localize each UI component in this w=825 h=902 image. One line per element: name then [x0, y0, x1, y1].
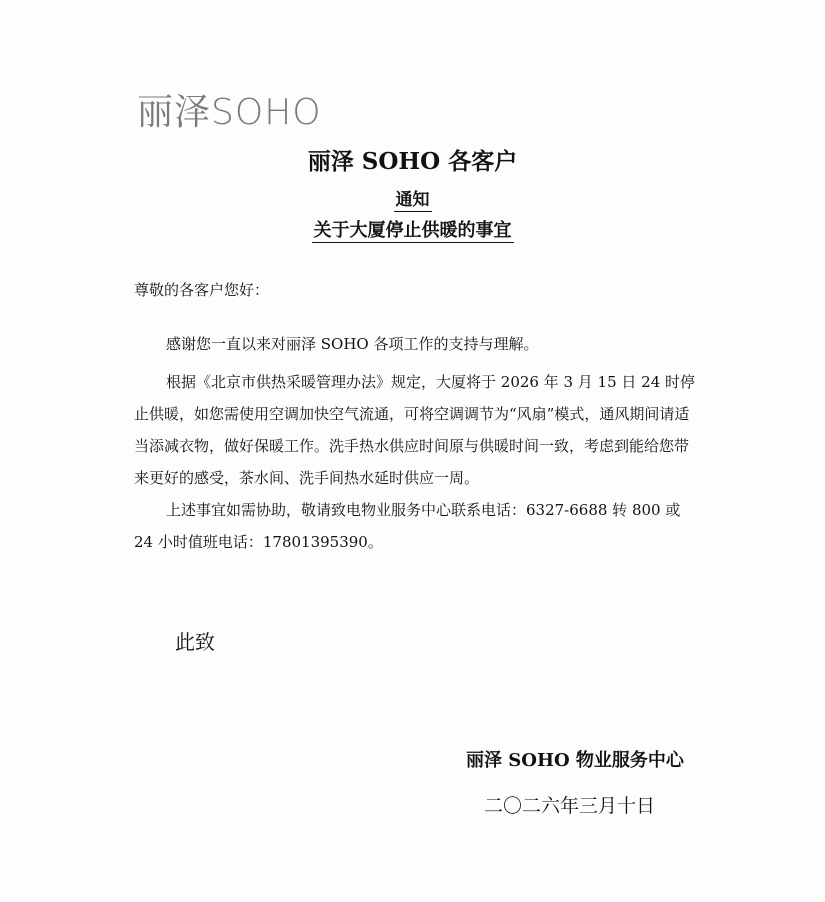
subject-heading-text: 关于大厦停止供暖的事宜 — [313, 220, 512, 241]
company-logo: 丽泽SOHO — [137, 92, 322, 133]
paragraph-contact: 上述事宜如需协助，敬请致电物业服务中心联系电话：6327-6688 转 800 或 24 小时值班电话：17801395390。 — [134, 501, 681, 551]
date: 二〇二六年三月十日 — [484, 795, 656, 817]
notice-heading — [0, 185, 825, 210]
subject-heading — [0, 216, 825, 242]
signature: 丽泽 SOHO 物业服务中心 — [466, 750, 684, 771]
paragraph-heating-stop: 根据《北京市供热采暖管理办法》规定，大厦将于 2026 年 3 月 15 日 24 时停止供暖，如您需使用空调加快空气流通，可将空调调节为“风扇”模式，通风期间请适当添减衣物，做好保暖工作。洗手热水供应时间原与供暖时间一致，考虑到能给您带来更好的感受，茶水间、洗手间热水延时供应一周。 — [134, 373, 696, 487]
notice-heading-text: 通知 — [395, 190, 430, 210]
paragraph-thanks: 感谢您一直以来对丽泽 SOHO 各项工作的支持与理解。 — [166, 335, 539, 353]
recipients-heading: 丽泽 SOHO 各客户 — [307, 148, 518, 175]
closing: 此致 — [175, 630, 215, 654]
salutation: 尊敬的各客户您好： — [134, 281, 270, 299]
